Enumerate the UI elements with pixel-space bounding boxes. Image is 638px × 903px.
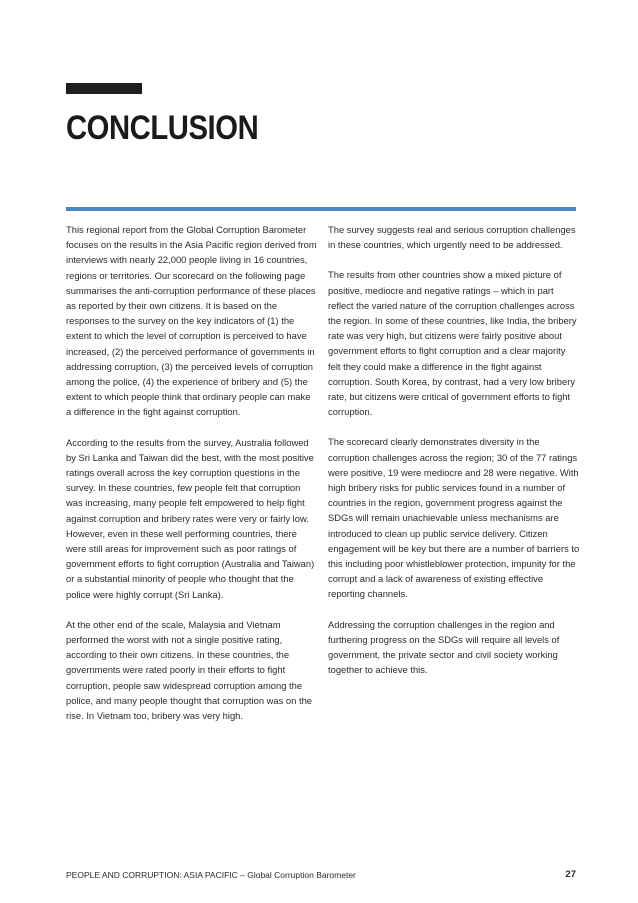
paragraph: Addressing the corruption challenges in the region and furthering progress on the SDGs will require all levels of government, the private sector and civil society working together to achieve this. [328, 618, 560, 676]
page-title: CONCLUSION [66, 109, 259, 147]
paragraph: According to the results from the survey, Australia followed by Sri Lanka and Taiwan did the best, with the most positive ratings overall across the key corruption questions in the survey. In these countries, few people felt that corruption was increasing, many people felt empowered to help fight against corruption and bribery rates were very or fairly low. However, even in these well performing countries, there were still areas for improvement such as poor ratings of government efforts to fight corruption (Australia and Taiwan) or a substantial minority of people who thought that the police were highly corrupt (Sri Lanka). [66, 436, 315, 600]
title-accent-bar [66, 83, 142, 94]
paragraph: The scorecard clearly demonstrates diversity in the corruption challenges across the region; 30 of the 77 ratings were positive, 19 were mediocre and 28 were negative. With high bribery risks for public services found in a number of countries in the region, government progress against the SDGs will remain unachievable unless mechanisms are introduced to clean up public service delivery. Citizen engagement will be key but there are a number of barriers to this including poor whistleblower protection, impunity for the corrupt and a lack of awareness of existing effective reporting channels. [328, 436, 580, 600]
paragraph: The survey suggests real and serious corruption challenges in these countries, which urgently need to be addressed. [328, 224, 576, 251]
left-column [66, 222, 318, 738]
paragraph: At the other end of the scale, Malaysia and Vietnam performed the worst with not a single positive rating, according to their own citizens. In these countries, the governments were rated poorly in their efforts to fight corruption, people saw widespread corruption among the police, and many people thought that corruption was on the rise. In Vietnam too, bribery was very high. [66, 618, 312, 722]
page-number: 27 [565, 869, 576, 880]
paragraph: This regional report from the Global Corruption Barometer focuses on the results in the Asia Pacific region derived from interviews with nearly 22,000 people living in 16 countries, regions or territories. Our scorecard on the following page summarises the anti-corruption performance of these places as reported by their own citizens. It is based on the responses to the survey on the key indicators of (1) the extent to which the level of corruption is perceived to have increased, (2) the perceived performance of governments in addressing corruption, (3) the perceived levels of corruption among the police, (4) the experience of bribery and (5) the extent to which people think that ordinary people can make a difference in the fight against corruption. [66, 224, 317, 418]
footer-publication-title: PEOPLE AND CORRUPTION: ASIA PACIFIC – Global Corruption Barometer [66, 870, 356, 880]
section-divider [66, 207, 576, 211]
paragraph: The results from other countries show a mixed picture of positive, mediocre and negative ratings – which in part reflect the varied nature of the corruption challenges across the region. In some of these countries, like India, the bribery rate was very high, but citizens were fairly positive about government efforts to fight corruption and a clear majority felt they could make a difference in the fight against corruption. South Korea, by contrast, had a very low bribery rate, but citizens were critical of government efforts to fight corruption. [328, 269, 577, 418]
right-column [328, 222, 580, 692]
